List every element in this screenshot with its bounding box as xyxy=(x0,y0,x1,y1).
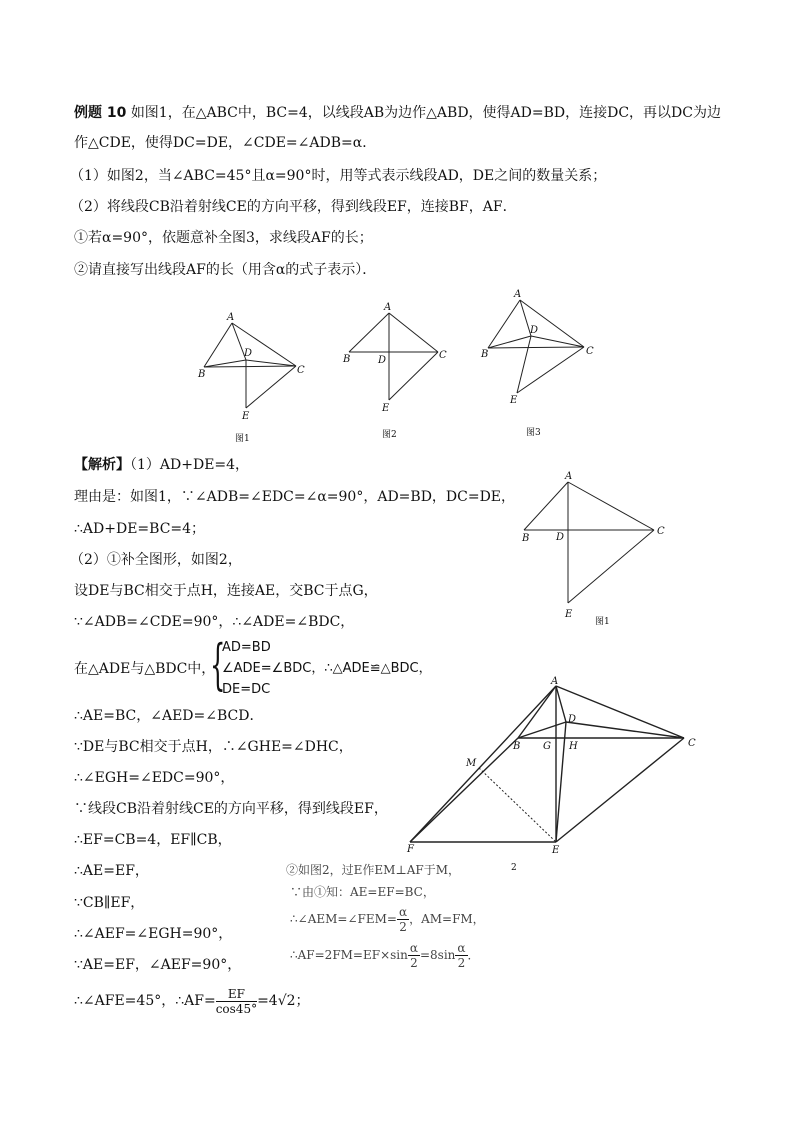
sol2-label-m: M xyxy=(466,758,477,769)
fig3-caption: 图3 xyxy=(526,428,541,438)
solution-line-1: 理由是：如图1，∵∠ADB=∠EDC=∠α=90°，AD=BD，DC=DE， xyxy=(74,489,516,505)
solution-line-8: ∵DE与BC相交于点H，∴∠GHE=∠DHC， xyxy=(74,739,353,755)
solution-figure-2 xyxy=(410,686,684,842)
solution-line-10: ∵线段CB沿着射线CE的方向平移，得到线段EF， xyxy=(74,801,388,817)
system-eq-1: AD=BD xyxy=(222,640,271,655)
sol1-label-d: D xyxy=(556,532,565,543)
sol2-label-b: B xyxy=(513,741,521,752)
solution-line-5: ∵∠ADB=∠CDE=90°，∴∠ADE=∠BDC， xyxy=(74,614,355,630)
fig1-label-c: C xyxy=(297,365,305,376)
fig1-label-d: D xyxy=(244,348,253,359)
question-2a: ①若α=90°，依题意补全图3，求线段AF的长； xyxy=(74,230,373,246)
system-eq-3: DE=DC xyxy=(222,682,271,697)
sol2-label-h: H xyxy=(569,741,578,752)
fig3-label-b: B xyxy=(481,349,489,360)
question-1: （1）如图2，当∠ABC=45°且α=90°时，用等式表示线段AD，DE之间的数量关系； xyxy=(70,168,607,184)
sol1-label-c: C xyxy=(657,526,665,537)
sol2-label-c: C xyxy=(688,738,696,749)
solution-line-11: ∴EF=CB=4，EF∥CB， xyxy=(74,832,232,848)
fig1-caption: 图1 xyxy=(235,434,250,444)
sol2-dashed-em xyxy=(479,768,556,842)
sol2-label-f: F xyxy=(407,844,414,855)
fraction-alpha-over-2-b xyxy=(408,941,420,970)
sol1-caption: 图1 xyxy=(595,617,610,627)
question-2b: ②请直接写出线段AF的长（用含α的式子表示）． xyxy=(74,262,377,278)
solution-line-4: 设DE与BC相交于点H，连接AE，交BC于点G， xyxy=(74,583,378,599)
sol1-label-e: E xyxy=(565,609,573,620)
solution-label: 【解析】 xyxy=(74,457,130,473)
sol2-label-e: E xyxy=(552,845,560,856)
problem-label: 例题 10 xyxy=(74,105,127,121)
system-eq-2: ∠ADE=∠BDC，∴△ADE≌△BDC， xyxy=(222,661,432,676)
alpha-num: α xyxy=(398,905,408,919)
fig2-label-c: C xyxy=(439,350,447,361)
sol2-caption: 2 xyxy=(511,863,517,873)
figure-1 xyxy=(204,323,296,408)
solution-line-16-suffix: =4√2； xyxy=(257,993,310,1009)
solution-line-2: ∴AD+DE=BC=4； xyxy=(74,521,206,537)
two-den: 2 xyxy=(399,920,407,934)
fig2-label-a: A xyxy=(384,302,392,313)
solution-line-3: （2）①补全图形，如图2， xyxy=(70,552,242,568)
fraction-alpha-over-2-c xyxy=(455,941,467,970)
solution-line-16 xyxy=(74,984,310,1018)
solution-line-9: ∴∠EGH=∠EDC=90°， xyxy=(74,770,235,786)
figure-2 xyxy=(349,313,438,400)
solution-figure-1 xyxy=(524,482,654,603)
inset-line-4 xyxy=(290,940,480,970)
solution-line-15: ∵AE=EF，∠AEF=90°， xyxy=(74,957,242,973)
fig3-label-a: A xyxy=(514,289,522,300)
fraction-denominator: cos45° xyxy=(215,1001,258,1016)
solution-line-16-prefix: ∴∠AFE=45°，∴AF= xyxy=(74,993,216,1009)
two-den: 2 xyxy=(410,956,418,970)
inset-line-4-prefix: ∴AF=2FM=EF×sin xyxy=(290,948,408,962)
solution-line-12: ∴AE=EF， xyxy=(74,863,149,879)
fig1-label-b: B xyxy=(198,369,206,380)
fig2-label-b: B xyxy=(343,354,351,365)
sol2-label-d: D xyxy=(568,714,577,725)
problem-line-2: 作△CDE，使得DC=DE，∠CDE=∠ADB=α． xyxy=(74,135,377,151)
fraction-numerator: EF xyxy=(216,987,257,1002)
fraction-ef-cos45 xyxy=(216,987,257,1016)
system-brace: { xyxy=(210,633,226,696)
fig2-label-d: D xyxy=(378,355,387,366)
inset-line-4-mid: =8sin xyxy=(419,948,456,962)
solution-line-14: ∴∠AEF=∠EGH=90°， xyxy=(74,926,233,942)
problem-line-1 xyxy=(74,104,721,122)
congruence-system xyxy=(222,637,432,700)
inset-line-1: ②如图2，过E作EM⊥AF于M， xyxy=(286,863,461,877)
sol1-label-b: B xyxy=(522,533,530,544)
inset-line-3-prefix: ∴∠AEM=∠FEM= xyxy=(290,912,397,926)
solution-line-6-prefix: 在△ADE与△BDC中， xyxy=(74,661,216,677)
figure-3 xyxy=(488,300,584,393)
fig2-label-e: E xyxy=(382,403,390,414)
question-2: （2）将线段CB沿着射线CE的方向平移，得到线段EF，连接BF，AF． xyxy=(70,199,517,215)
fraction-alpha-over-2-a xyxy=(397,905,409,934)
inset-line-3-mid: ，AM=FM， xyxy=(409,912,485,926)
solution-line-13: ∵CB∥EF， xyxy=(74,895,145,911)
alpha-num: α xyxy=(457,941,466,955)
fig2-caption: 图2 xyxy=(382,430,397,440)
alpha-num: α xyxy=(409,941,418,955)
fig1-label-e: E xyxy=(242,411,250,422)
solution-heading xyxy=(74,456,249,474)
sol2-label-a: A xyxy=(551,676,559,687)
fig3-label-d: D xyxy=(530,325,539,336)
problem-text-1: 如图1，在△ABC中，BC=4，以线段AB为边作△ABD，使得AD=BD，连接DC，再以DC为边 xyxy=(130,105,721,121)
solution-part1: （1）AD+DE=4， xyxy=(130,457,250,473)
sol2-label-g: G xyxy=(543,741,551,752)
solution-line-7: ∴AE=BC，∠AED=∠BCD． xyxy=(74,708,264,724)
inset-line-3 xyxy=(290,904,485,934)
inset-line-2: ∵由①知：AE=EF=BC， xyxy=(290,885,435,899)
fig1-label-a: A xyxy=(227,312,235,323)
fig3-label-c: C xyxy=(586,346,594,357)
sol1-label-a: A xyxy=(565,471,573,482)
two-den: 2 xyxy=(457,956,466,970)
fig3-label-e: E xyxy=(510,395,518,406)
inset-line-4-suffix: ． xyxy=(467,948,480,962)
